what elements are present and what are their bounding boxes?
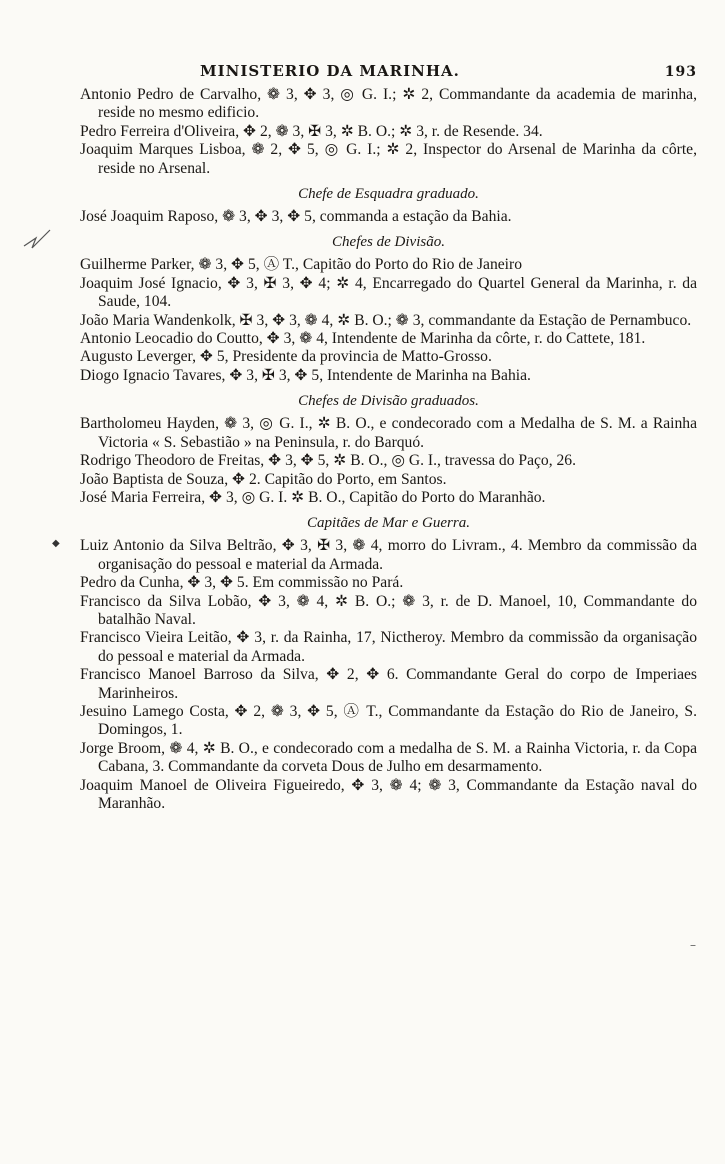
officer-entry: João Baptista de Souza, ✥ 2. Capitão do Porto, em Santos.	[80, 470, 447, 488]
officer-entry: Rodrigo Theodoro de Freitas, ✥ 3, ✥ 5, ✲ B. O., ◎ G. I., travessa do Paço, 26.	[80, 452, 577, 470]
section-heading: Chefe de Esquadra graduado.	[298, 186, 479, 203]
page-header	[200, 62, 697, 86]
officer-entry: Francisco Vieira Leitão, ✥ 3, r. da Rainha, 17, Nictheroy. Membro da commissão da organisação do pessoal e material da Armada.	[80, 629, 697, 665]
officer-entry: Pedro da Cunha, ✥ 3, ✥ 5. Em commissão no Pará.	[80, 574, 404, 592]
officer-entry: José Joaquim Raposo, ❁ 3, ✥ 3, ✥ 5, commanda a estação da Bahia.	[80, 208, 512, 226]
officer-entry: Jesuino Lamego Costa, ✥ 2, ❁ 3, ✥ 5, Ⓐ T., Commandante da Estação do Rio de Janeiro, S. Domingos, 1.	[80, 702, 697, 739]
margin-tick: –	[690, 938, 696, 952]
officer-entry: Pedro Ferreira d'Oliveira, ✥ 2, ❁ 3, ✠ 3, ✲ B. O.; ✲ 3, r. de Resende. 34.	[80, 122, 543, 140]
officer-entry: Joaquim Manoel de Oliveira Figueiredo, ✥ 3, ❁ 4; ❁ 3, Commandante da Estação naval do Maranhão.	[80, 776, 697, 812]
officer-entry: Guilherme Parker, ❁ 3, ✥ 5, Ⓐ T., Capitão do Porto do Rio de Janeiro	[80, 256, 522, 274]
document-body	[80, 86, 697, 813]
officer-entry: Diogo Ignacio Tavares, ✥ 3, ✠ 3, ✥ 5, Intendente de Marinha na Bahia.	[80, 366, 531, 384]
officer-entry: Bartholomeu Hayden, ❁ 3, ◎ G. I., ✲ B. O., e condecorado com a Medalha de S. M. a Rainha Victoria « S. Sebastião » na Peninsula, r. do Barquó.	[80, 415, 697, 451]
officer-entry: Augusto Leverger, ✥ 5, Presidente da provincia de Matto-Grosso.	[80, 348, 492, 366]
officer-entry: Luiz Antonio da Silva Beltrão, ✥ 3, ✠ 3, ❁ 4, morro do Livram., 4. Membro da commissão da organisação do pessoal e material da Armada.	[80, 537, 697, 573]
margin-pencil-mark	[22, 226, 52, 252]
margin-dot: ◆	[52, 538, 60, 549]
officer-entry: Jorge Broom, ❁ 4, ✲ B. O., e condecorado com a medalha de S. M. a Rainha Victoria, r. da Copa Cabana, 3. Commandante da corveta Dous de Julho em desarmamento.	[80, 739, 697, 776]
officer-entry: Antonio Pedro de Carvalho, ❁ 3, ✥ 3, ◎ G. I.; ✲ 2, Commandante da academia de marinha, reside no mesmo edificio.	[80, 86, 697, 122]
section-heading: Chefes de Divisão graduados.	[298, 393, 479, 410]
officer-entry: Antonio Leocadio do Coutto, ✥ 3, ❁ 4, Intendente de Marinha da côrte, r. do Cattete, 181.	[80, 330, 646, 348]
page-number: 193	[664, 64, 697, 80]
officer-entry: João Maria Wandenkolk, ✠ 3, ✥ 3, ❁ 4, ✲ B. O.; ❁ 3, commandante da Estação de Pernambuco.	[80, 311, 692, 329]
running-title: MINISTERIO DA MARINHA.	[200, 62, 460, 80]
section-heading: Chefes de Divisão.	[332, 234, 445, 251]
officer-entry: Francisco Manoel Barroso da Silva, ✥ 2, ✥ 6. Commandante Geral do corpo de Imperiaes Marinheiros.	[80, 666, 697, 702]
officer-entry: Joaquim Marques Lisboa, ❁ 2, ✥ 5, ◎ G. I.; ✲ 2, Inspector do Arsenal de Marinha da côrte, reside no Arsenal.	[80, 141, 697, 177]
officer-entry: José Maria Ferreira, ✥ 3, ◎ G. I. ✲ B. O., Capitão do Porto do Maranhão.	[80, 488, 546, 506]
section-heading: Capitães de Mar e Guerra.	[307, 515, 470, 532]
officer-entry: Joaquim José Ignacio, ✥ 3, ✠ 3, ✥ 4; ✲ 4, Encarregado do Quartel General da Marinha, r. da Saude, 104.	[80, 274, 697, 311]
officer-entry: Francisco da Silva Lobão, ✥ 3, ❁ 4, ✲ B. O.; ❁ 3, r. de D. Manoel, 10, Commandante do batalhão Naval.	[80, 592, 697, 628]
